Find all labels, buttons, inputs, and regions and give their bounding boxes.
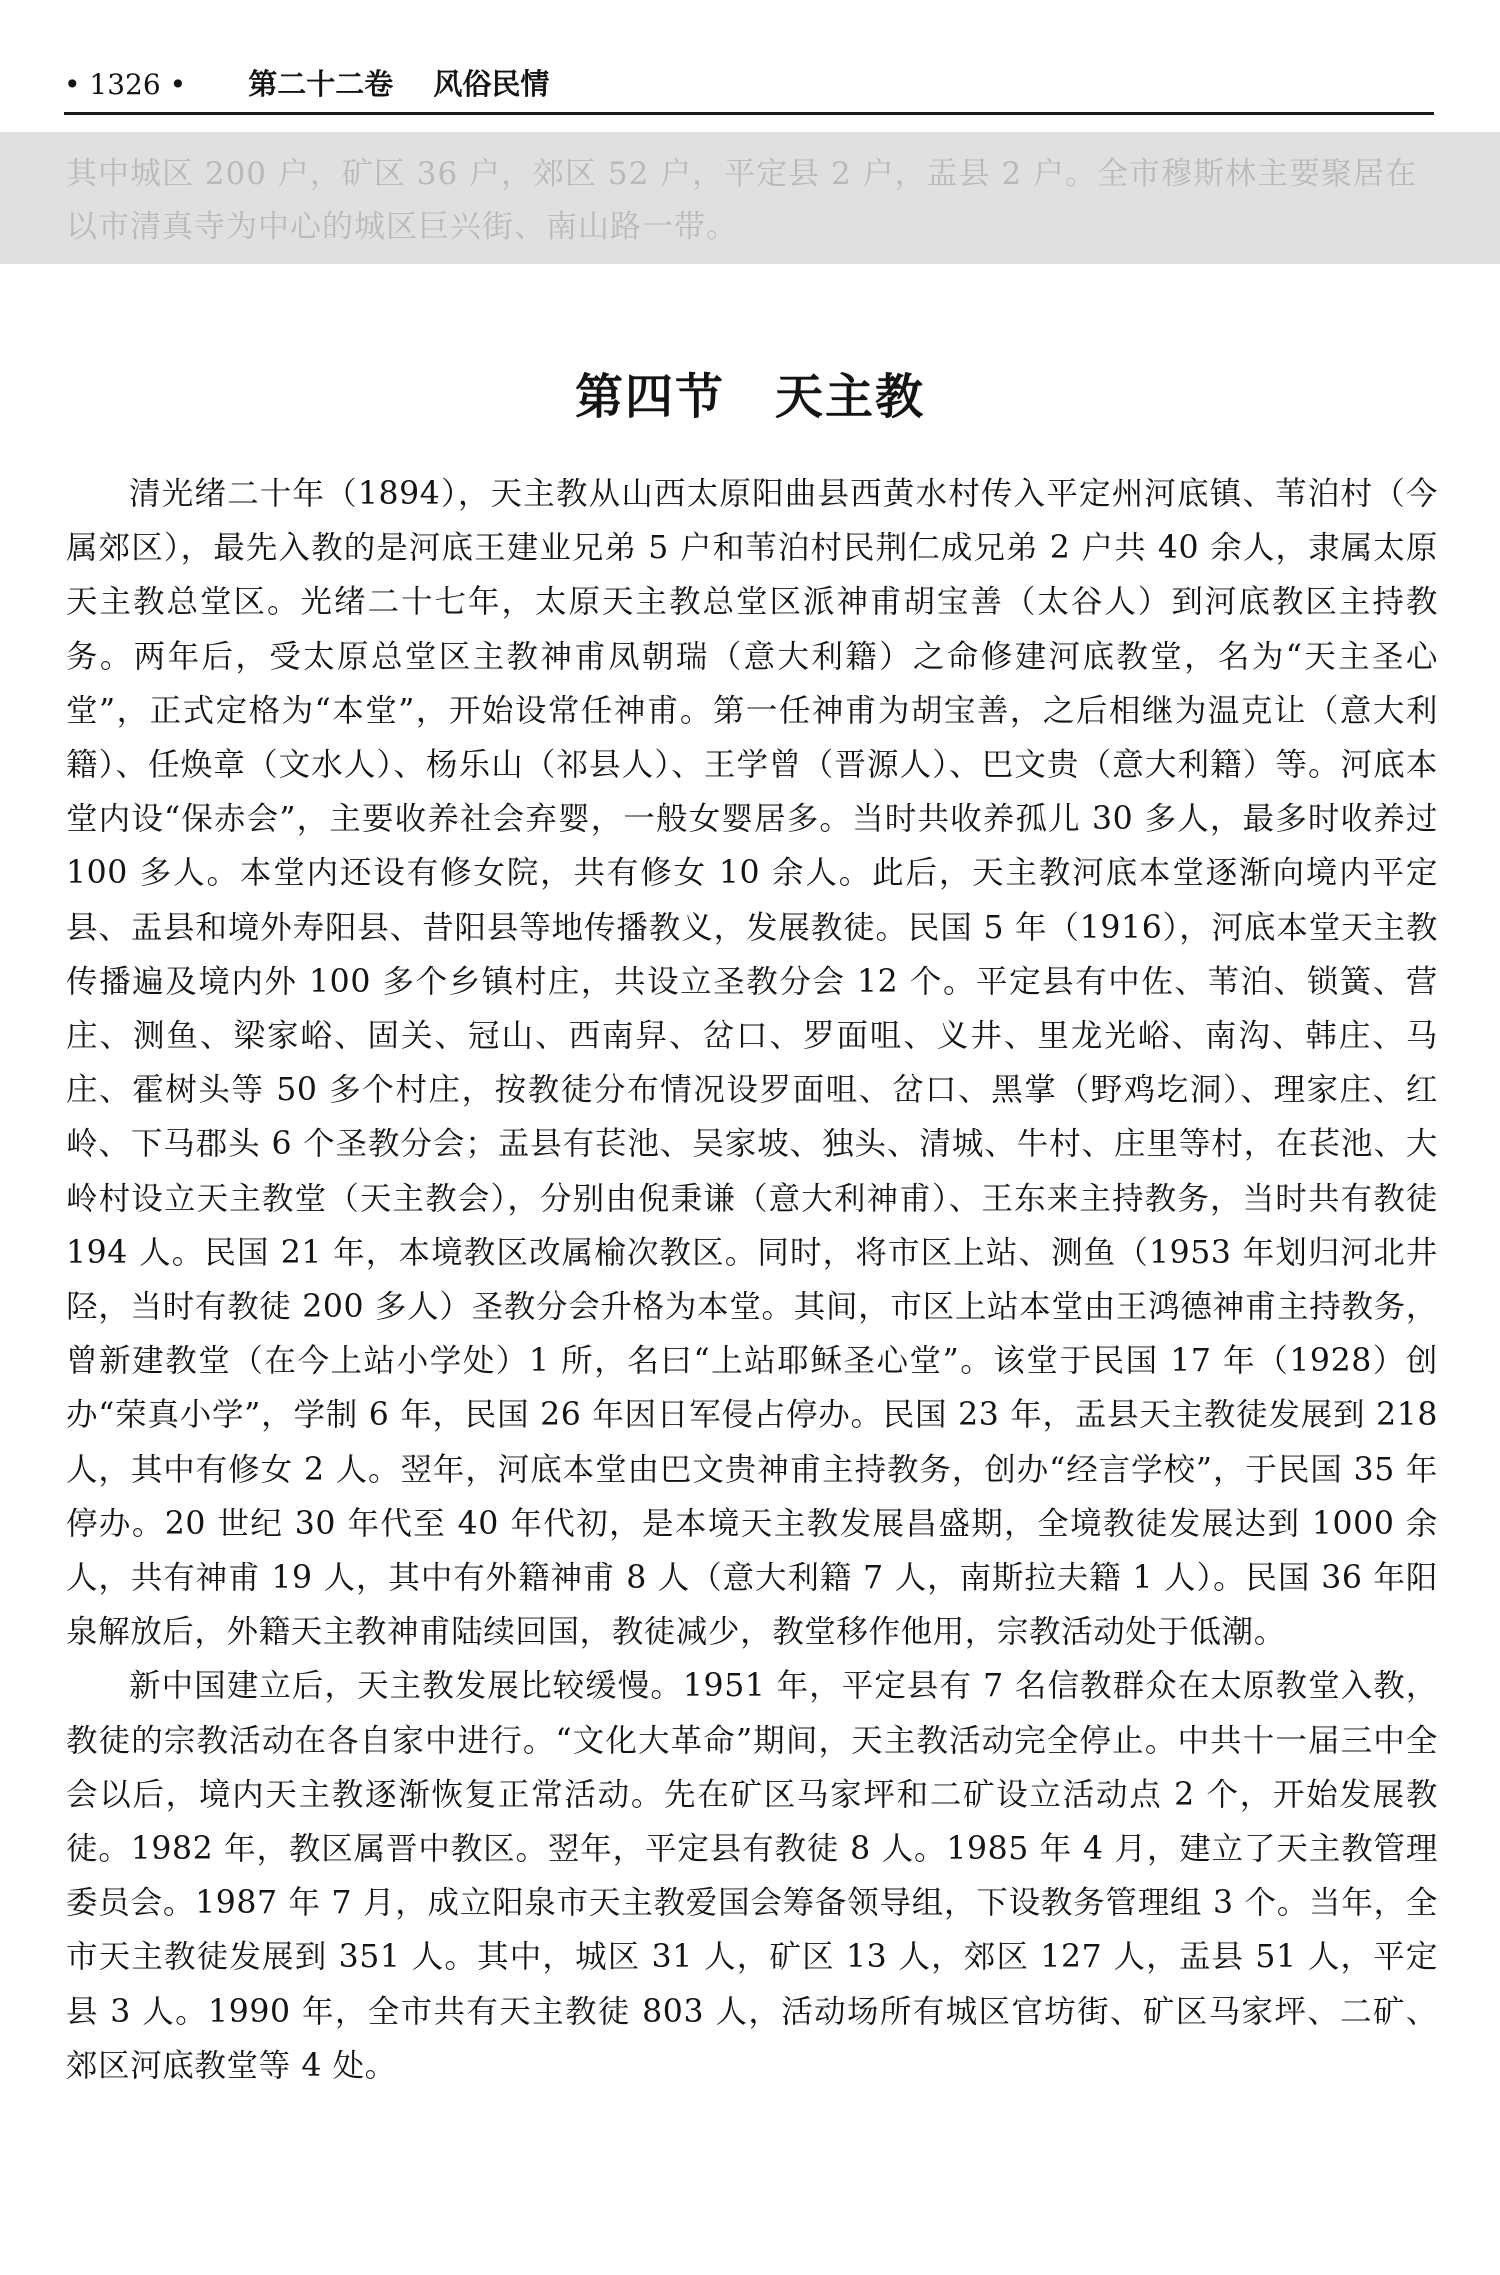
header-rule: [64, 112, 1434, 115]
running-head: [64, 58, 1434, 110]
carry-over-paragraph: 其中城区 200 户，矿区 36 户，郊区 52 户，平定县 2 户，盂县 2 户。全市穆斯林主要聚居在以市清真寺为中心的城区巨兴街、南山路一带。: [66, 156, 1418, 245]
section-title: 第四节 天主教: [574, 369, 925, 426]
body-text: [66, 467, 1438, 2093]
carry-over-band: [0, 132, 1500, 264]
chapter-title: 风俗民情: [433, 67, 550, 101]
paragraph-history: 清光绪二十年（1894），天主教从山西太原阳曲县西黄水村传入平定州河底镇、苇泊村（今属郊区），最先入教的是河底王建业兄弟 5 户和苇泊村民荆仁成兄弟 2 户共 40 余人，隶属太原天主教总堂区。光绪二十七年，太原天主教总堂区派神甫胡宝善（太谷人）到河底教区主持教务。两年后，受太原总堂区主教神甫凤朝瑞（意大利籍）之命修建河底教堂，名为“天主圣心堂”，正式定格为“本堂”，开始设常任神甫。第一任神甫为胡宝善，之后相继为温克让（意大利籍）、任焕章（文水人）、杨乐山（祁县人）、王学曾（晋源人）、巴文贵（意大利籍）等。河底本堂内设“保赤会”，主要收养社会弃婴，一般女婴居多。当时共收养孤儿 30 多人，最多时收养过 100 多人。本堂内还设有修女院，共有修女 10 余人。此后，天主教河底本堂逐渐向境内平定县、盂县和境外寿阳县、昔阳县等地传播教义，发展教徒。民国 5 年（1916），河底本堂天主教传播遍及境内外 100 多个乡镇村庄，共设立圣教分会 12 个。平定县有中佐、苇泊、锁簧、营庄、测鱼、梁家峪、固关、冠山、西南舁、岔口、罗面咀、义井、里龙光峪、南沟、韩庄、马庄、霍树头等 50 多个村庄，按教徒分布情况设罗面咀、岔口、黑掌（野鸡圪洞）、理家庄、红岭、下马郡头 6 个圣教分会；盂县有苌池、吴家坡、独头、清城、牛村、庄里等村，在苌池、大岭村设立天主教堂（天主教会），分别由倪秉谦（意大利神甫）、王东来主持教务，当时共有教徒 194 人。民国 21 年，本境教区改属榆次教区。同时，将市区上站、测鱼（1953 年划归河北井陉，当时有教徒 200 多人）圣教分会升格为本堂。其间，市区上站本堂由王鸿德神甫主持教务，曾新建教堂（在今上站小学处）1 所，名曰“上站耶稣圣心堂”。该堂于民国 17 年（1928）创办“荣真小学”，学制 6 年，民国 26 年因日军侵占停办。民国 23 年，盂县天主教徒发展到 218 人，其中有修女 2 人。翌年，河底本堂由巴文贵神甫主持教务，创办“经言学校”，于民国 35 年停办。20 世纪 30 年代至 40 年代初，是本境天主教发展昌盛期，全境教徒发展达到 1000 余人，共有神甫 19 人，其中有外籍神甫 8 人（意大利籍 7 人，南斯拉夫籍 1 人）。民国 36 年阳泉解放后，外籍天主教神甫陆续回国，教徒减少，教堂移作他用，宗教活动处于低潮。: [66, 476, 1438, 1651]
paragraph-modern: 新中国建立后，天主教发展比较缓慢。1951 年，平定县有 7 名信教群众在太原教堂入教，教徒的宗教活动在各自家中进行。“文化大革命”期间，天主教活动完全停止。中共十一届三中全会以后，境内天主教逐渐恢复正常活动。先在矿区马家坪和二矿设立活动点 2 个，开始发展教徒。1982 年，教区属晋中教区。翌年，平定县有教徒 8 人。1985 年 4 月，建立了天主教管理委员会。1987 年 7 月，成立阳泉市天主教爱国会筹备领导组，下设教务管理组 3 个。当年，全市天主教徒发展到 351 人。其中，城区 31 人，矿区 13 人，郊区 127 人，盂县 51 人，平定县 3 人。1990 年，全市共有天主教徒 803 人，活动场所有城区官坊街、矿区马家坪、二矿、郊区河底教堂等 4 处。: [66, 1668, 1438, 2084]
volume-title: 第二十二卷: [248, 67, 394, 101]
page-number: • 1326 •: [64, 68, 187, 101]
